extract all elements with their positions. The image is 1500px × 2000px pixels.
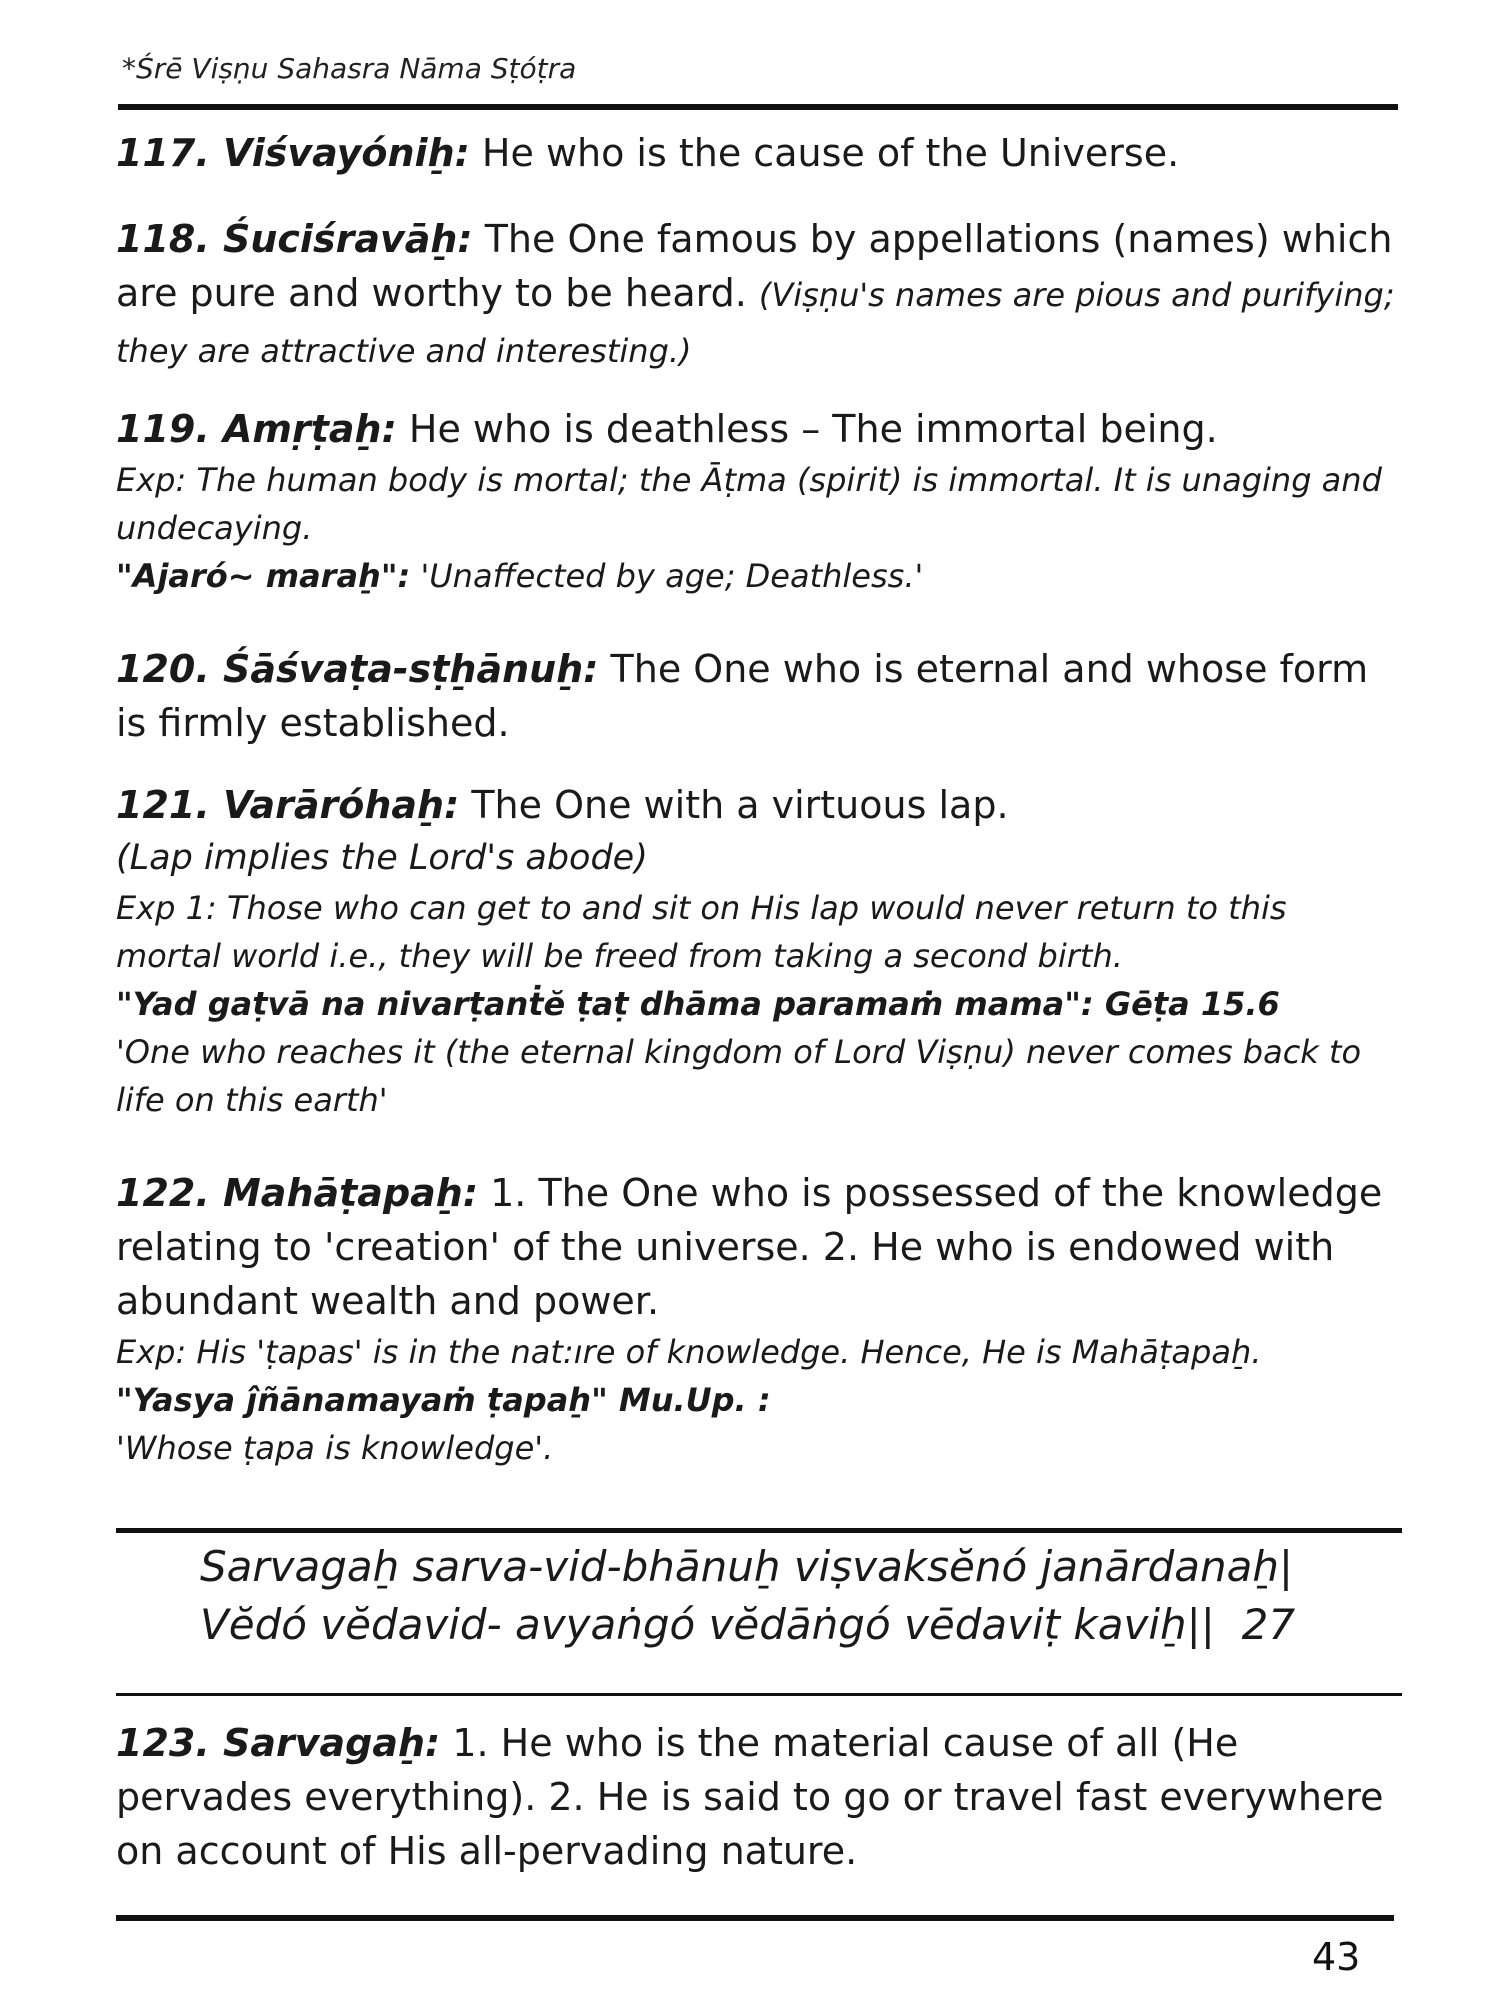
verse-line-1: Sarvagah̠ sarva-vid-bhānuh̠ viṣvaksĕnó janārdanah̠| — [200, 1542, 1294, 1591]
entry-119-quote-translation: 'Unaffected by age; Deathless.' — [410, 557, 924, 595]
header-rule — [118, 104, 1398, 110]
entry-119-text: He who is deathless – The immortal being. — [396, 407, 1218, 451]
entry-123 — [116, 1716, 1396, 1878]
entry-123-definition — [116, 1716, 1396, 1878]
entry-119-quote: "Ajaró~ marah̠": — [116, 557, 411, 595]
entry-122-text: 1. The One who is possessed of the knowledge relating to 'creation' of the universe. 2. He who is endowed with abundant wealth and power. — [116, 1171, 1383, 1323]
entry-117-term: 117. Viśvayónih̠: — [116, 131, 470, 175]
entry-121 — [116, 778, 1396, 1124]
entry-118-note: (Viṣṇu's names are pious and purifying; they are attractive and interesting.) — [116, 276, 1395, 370]
verse-line-2 — [200, 1596, 1400, 1654]
entry-122 — [116, 1166, 1396, 1472]
entry-117-text: He who is the cause of the Universe. — [469, 131, 1180, 175]
entry-120-text: The One who is eternal and whose form is firmly established. — [116, 647, 1369, 745]
running-header: *Śrē Viṣṇu Sahasra Nāma Sṭóṭra — [122, 52, 577, 85]
entry-118-term: 118. Śuciśravāh̠: — [116, 217, 473, 261]
entry-120-term: 120. Śāśvaṭa-sṭh̠ānuh̠: — [116, 647, 599, 691]
entry-121-explanation: Exp 1: Those who can get to and sit on His lap would never return to this mortal world i.e., they will be freed from taking a second birth. — [116, 889, 1287, 975]
entry-121-term: 121. Varāróhah̠: — [116, 783, 460, 827]
verse-line-2-text: Vĕdó vĕdavid- avyaṅgó vĕdāṅgó vēdaviṭ kavih̠|| — [200, 1600, 1215, 1649]
page-number: 43 — [1312, 1935, 1361, 1979]
entry-119-term: 119. Amṛṭah̠: — [116, 407, 397, 451]
entry-120 — [116, 642, 1396, 750]
verse-number: 27 — [1241, 1600, 1296, 1649]
entry-121-definition — [116, 778, 1396, 832]
entry-119-definition — [116, 402, 1396, 456]
entry-121-text: The One with a virtuous lap. — [459, 783, 1009, 827]
entry-122-explanation: Exp: His 'ṭapas' is in the nat:ıre of knowledge. Hence, He is Mahāṭapah̠. — [116, 1333, 1262, 1371]
entry-117-definition — [116, 126, 1396, 180]
verse-block — [200, 1538, 1400, 1654]
entry-122-quote: "Yasya ĵñānamayaṁ ṭapah̠" Mu.Up. : — [116, 1381, 771, 1419]
entry-119-explanation: Exp: The human body is mortal; the Āṭma (spirit) is immortal. It is unaging and undecaying. — [116, 461, 1382, 547]
entry-121-quote: "Yad gaṭvā na nivarṭanṫĕ ṭaṭ dhāma paramaṁ mama": Gēṭa 15.6 — [116, 985, 1280, 1023]
entry-121-subnote: (Lap implies the Lord's abode) — [116, 838, 648, 878]
entry-118-definition — [116, 212, 1396, 378]
entry-119-quote-line — [116, 552, 1396, 600]
footer-rule — [116, 1915, 1394, 1921]
entry-121-quote-translation: 'One who reaches it (the eternal kingdom of Lord Viṣṇu) never comes back to life on this earth' — [116, 1033, 1362, 1119]
entry-123-term: 123. Sarvagah̠: — [116, 1721, 441, 1765]
verse-bottom-rule — [116, 1693, 1402, 1696]
entry-118-text: The One famous by appellations (names) which are pure and worthy to be heard. — [116, 217, 1393, 315]
verse-top-rule — [116, 1528, 1402, 1533]
entry-122-definition — [116, 1166, 1396, 1328]
entry-118 — [116, 212, 1396, 378]
entry-117 — [116, 126, 1396, 180]
entry-123-text: 1. He who is the material cause of all (He pervades everything). 2. He is said to go or travel fast everywhere on account of His all-pervading nature. — [116, 1721, 1384, 1873]
entry-122-quote-translation: 'Whose ṭapa is knowledge'. — [116, 1429, 554, 1467]
entry-122-term: 122. Mahāṭapah̠: — [116, 1171, 479, 1215]
entry-119 — [116, 402, 1396, 600]
entry-120-definition — [116, 642, 1396, 750]
